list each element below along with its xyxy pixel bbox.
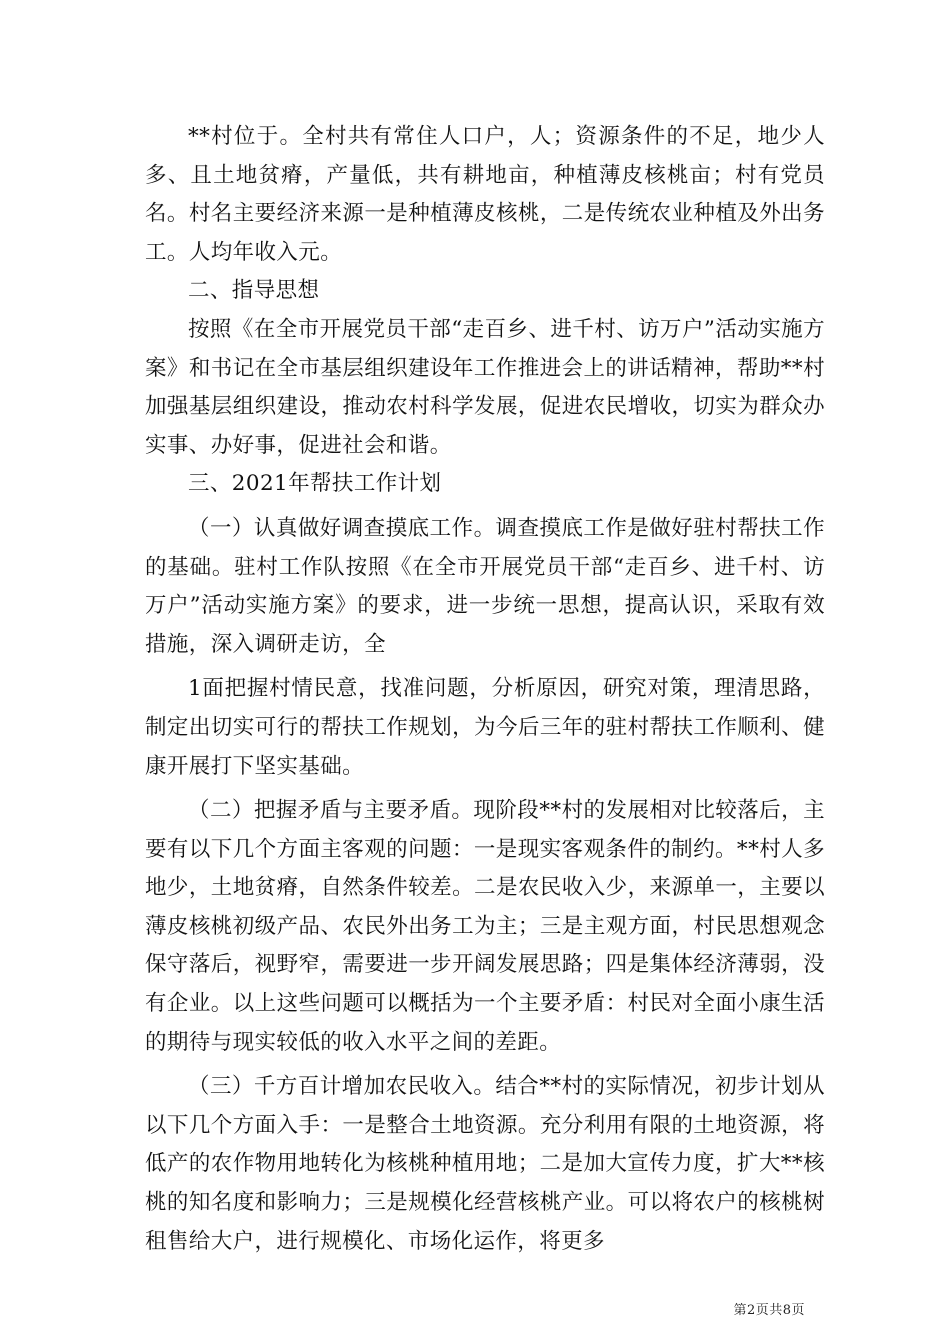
plan-item-1-paragraph: （一）认真做好调查摸底工作。调查摸底工作是做好驻村帮扶工作的基础。驻村工作队按照《在全市开展党员干部“走百乡、进千村、访万户”活动实施方案》的要求，进一步统一思想，提高认识，采取有效措施，深入调研走访，全 [145,515,825,657]
plan-item-1-continued-paragraph: 1面把握村情民意，找准问题，分析原因，研究对策，理清思路，制定出切实可行的帮扶工作规划，为今后三年的驻村帮扶工作顺利、健康开展打下坚实基础。 [145,676,825,779]
section-heading-work-plan: 三、2021年帮扶工作计划 [188,471,442,497]
guiding-ideology-paragraph: 按照《在全市开展党员干部“走百乡、进千村、访万户”活动实施方案》和书记在全市基层组织建设年工作推进会上的讲话精神，帮助**村加强基层组织建设，推动农村科学发展，促进农民增收，切实为群众办实事、办好事，促进社会和谐。 [145,316,825,458]
section-heading-guiding-ideology: 二、指导思想 [188,278,320,304]
page-number-footer: 第2页共8页 [733,1303,805,1318]
document-body [145,118,825,1261]
plan-item-3-paragraph: （三）千方百计增加农民收入。结合**村的实际情况，初步计划从以下几个方面入手：一是整合土地资源。充分利用有限的土地资源，将低产的农作物用地转化为核桃种植用地；二是加大宣传力度，扩大**核桃的知名度和影响力；三是规模化经营核桃产业。可以将农户的核桃树租售给大户，进行规模化、市场化运作，将更多 [145,1074,825,1254]
intro-paragraph: **村位于。全村共有常住人口户，人；资源条件的不足，地少人多、且土地贫瘠，产量低，共有耕地亩，种植薄皮核桃亩；村有党员名。村名主要经济来源一是种植薄皮核桃，二是传统农业种植及外出务工。人均年收入元。 [145,124,825,265]
plan-item-2-paragraph: （二）把握矛盾与主要矛盾。现阶段**村的发展相对比较落后，主要有以下几个方面主客观的问题：一是现实客观条件的制约。**村人多地少，土地贫瘠，自然条件较差。二是农民收入少，来源单一，主要以薄皮核桃初级产品、农民外出务工为主；三是主观方面，村民思想观念保守落后，视野窄，需要进一步开阔发展思路；四是集体经济薄弱，没有企业。以上这些问题可以概括为一个主要矛盾：村民对全面小康生活的期待与现实较低的收入水平之间的差距。 [145,798,825,1055]
